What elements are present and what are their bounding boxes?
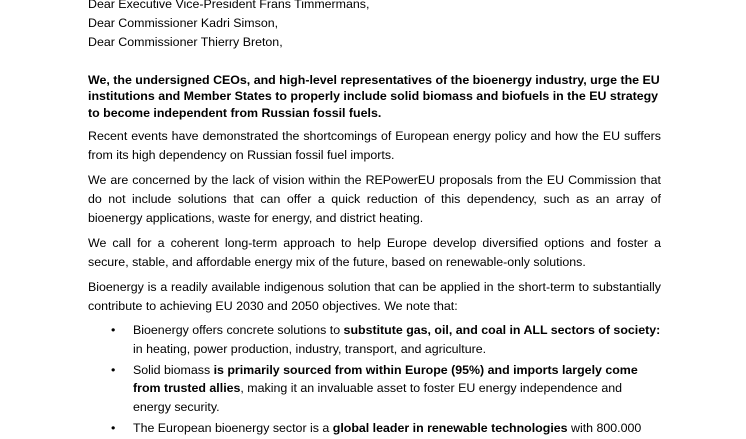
bullet-emphasis: substitute gas, oil, and coal in ALL sectors of society: [343,323,661,338]
bullet-emphasis: global leader in renewable technologies [332,420,568,435]
bullet-text: Solid biomass [133,362,214,377]
letter-body [88,0,661,439]
paragraph: We call for a coherent long-term approach to help Europe develop diversified options and foster a secure, stable, and affordable energy mix of the future, based on renewable-only solutions. [88,236,661,270]
intro-statement: We, the undersigned CEOs, and high-level representatives of the bioenergy industry, urge the EU institutions and Member States to properly include solid biomass and biofuels in the EU strategy to become independent from Russian fossil fuels. [88,72,660,120]
bullet-text: , making it an invaluable asset to foster EU energy independence and energy security. [133,381,623,414]
list-item [133,321,661,358]
paragraph: Bioenergy is a readily available indigenous solution that can be applied in the short-term to substantially contribute to achieving EU 2030 and 2050 objectives. We note that: [88,280,661,314]
bullet-text: in heating, power production, industry, transport, and agriculture. [133,341,487,356]
paragraph: We are concerned by the lack of vision within the REPowerEU proposals from the EU Commission that do not include solutions that can offer a quick reduction of this dependency, such as an array of bioenergy applications, waste for energy, and district heating. [88,173,661,226]
bullet-text: The European bioenergy sector is a [133,420,333,435]
list-item [133,419,661,438]
bullet-emphasis: is primarily sourced from within Europe (95%) and imports largely come from trusted allies [133,362,638,396]
salutation-line: Dear Executive Vice-President Frans Timmermans, [88,0,370,11]
bullet-list [88,321,661,437]
salutation-line: Dear Commissioner Kadri Simson, [88,16,279,31]
list-item [133,361,661,417]
paragraph: Recent events have demonstrated the shortcomings of European energy policy and how the EU suffers from its high dependency on Russian fossil fuel imports. [88,129,661,163]
bullet-text: with 800.000 [567,420,642,435]
salutation-line: Dear Commissioner Thierry Breton, [88,35,283,50]
bullet-text: Bioenergy offers concrete solutions to [133,323,344,338]
